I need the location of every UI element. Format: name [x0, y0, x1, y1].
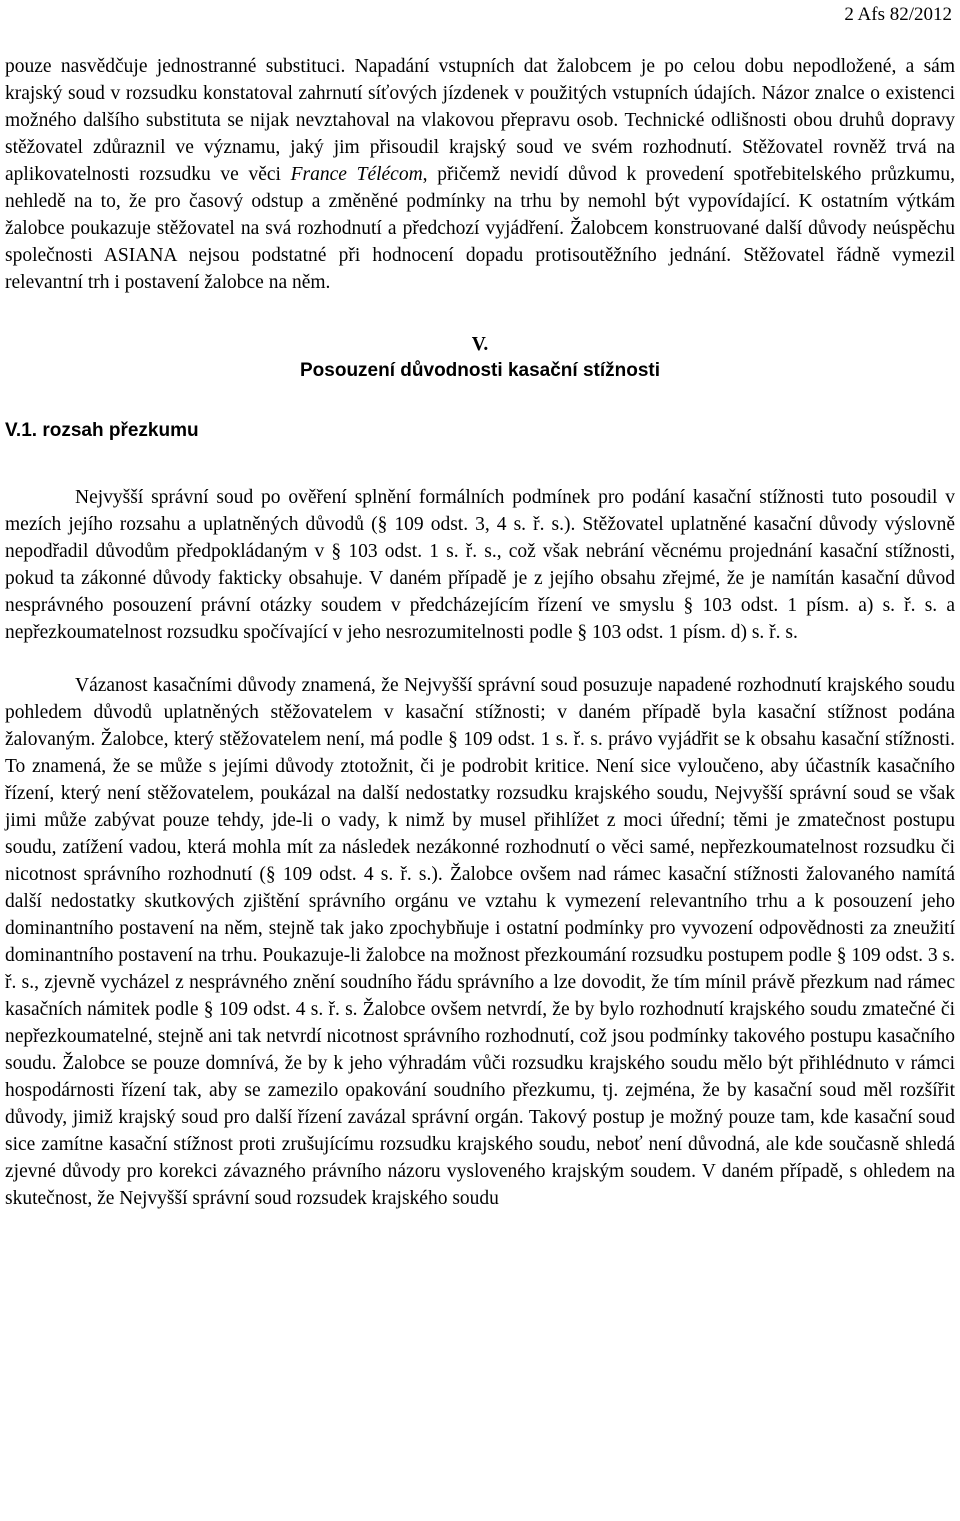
paragraph-intro-text-a: pouze nasvědčuje jednostranné substituci. Napadání vstupních dat žalobcem je po celou dobu nepodložené, a sám krajský soud v rozsudku konstatoval zahrnutí síťových jízdenek v použitých vstupních údajích. Názor znalce o existenci možného dalšího substituta se nijak nevztahoval na vlakovou přepravu osob. Technické odlišnosti obou druhů dopravy stěžovatel zdůraznil ve významu, jaký jim přisoudil krajský soud ve svém rozhodnutí. Stěžovatel rovněž trvá na aplikovatelnosti rozsudku ve věci [5, 56, 955, 185]
paragraph-review-scope: Nejvyšší správní soud po ověření splnění formálních podmínek pro podání kasační stížnosti tuto posoudil v mezích jejího rozsahu a uplatněných důvodů (§ 109 odst. 3, 4 s. ř. s.). Stěžovatel uplatněné kasační důvody výslovně nepodřadil důvodům předpokládaným v § 103 odst. 1 s. ř. s., což však nebrání věcnému projednání kasační stížnosti, pokud ta zákonné důvody fakticky obsahuje. V daném případě je z jejího obsahu zřejmé, že je namítán kasační důvod nesprávného posouzení právní otázky soudem v předcházejícím řízení ve smyslu § 103 odst. 1 písm. a) s. ř. s. a nepřezkoumatelnost rozsudku spočívající v jeho nesrozumitelnosti podle § 103 odst. 1 písm. d) s. ř. s. [5, 487, 955, 643]
section-title: Posouzení důvodnosti kasační stížnosti [300, 360, 660, 381]
paragraph-intro [5, 53, 955, 296]
paragraph-intro-text-b: , přičemž nevidí důvod k provedení spotřebitelského průzkumu, nehledě na to, že pro časový odstup a změněné podmínky na trhu by nemohl být vypovídající. K ostatním výtkám žalobce poukazuje stěžovatel na svá rozhodnutí a předchozí vyjádření. Žalobcem konstruované další důvody neúspěchu společnosti ASIANA nejsou podstatné při hodnocení dopadu protisoutěžního jednání. Stěžovatel řádně vymezil relevantní trh i postavení žalobce na něm. [5, 164, 955, 293]
case-name-italic: France Télécom [290, 164, 423, 185]
subsection-title: V.1. rozsah přezkumu [5, 420, 199, 441]
page-header-case-number: 2 Afs 82/2012 [844, 4, 952, 25]
document-body [5, 53, 955, 1212]
section-number: V. [471, 334, 489, 355]
paragraph-binding-grounds: Vázanost kasačními důvody znamená, že Nejvyšší správní soud posuzuje napadené rozhodnutí krajského soudu pohledem důvodů uplatněných stěžovatelem v kasační stížnosti; v daném případě byla kasační stížnost podána žalovaným. Žalobce, který stěžovatelem není, má podle § 109 odst. 1 s. ř. s. právo vyjádřit se k obsahu kasační stížnosti. To znamená, že se může s jejími důvody ztotožnit, či je podrobit kritice. Není sice vyloučeno, aby účastník kasačního řízení, který není stěžovatelem, poukázal na další nedostatky rozsudku krajského soudu, Nejvyšší správní soud se však jimi může zabývat pouze tehdy, jde-li o vady, k nimž by musel přihlížet z moci úřední; těmi je zmatečnost postupu soudu, zatížení vadou, která mohla mít za následek nezákonné rozhodnutí o věci samé, nepřezkoumatelnost rozsudku či nicotnost správního rozhodnutí (§ 109 odst. 4 s. ř. s.). Žalobce ovšem nad rámec kasační stížnosti žalovaného namítá další nedostatky skutkových zjištění správního orgánu ve vztahu k vymezení relevantního trhu a k posouzení jeho dominantního postavení na něm, stejně tak jako zpochybňuje i ostatní podmínky pro vyvození odpovědnosti za zneužití dominantního postavení na trhu. Poukazuje-li žalobce na možnost přezkoumání rozsudku postupem podle § 109 odst. 3 s. ř. s., zjevně vycházel z nesprávného znění soudního řádu správního a lze dovodit, že tím mínil právě přezkum nad rámec kasačních námitek podle § 109 odst. 4 s. ř. s. Žalobce ovšem netvrdí, že by bylo rozhodnutí krajského soudu zmatečné či nepřezkoumatelné, stejně ani tak netvrdí nicotnost správního rozhodnutí, což jsou podmínky takového postupu kasačního soudu. Žalobce se pouze domnívá, že by k jeho výhradám vůči rozsudku krajského soudu mělo být přihlédnuto v rámci hospodárnosti řízení tak, aby se zamezilo opakování soudního přezkumu, tj. zejména, že by kasační soud měl rozšířit důvody, jimiž krajský soud pro další řízení zavázal správní orgán. Takový postup je možný pouze tam, kde kasační soud sice zamítne kasační stížnost proti zrušujícímu rozsudku krajského soudu, neboť není důvodná, ale kde současně shledá zjevné důvody pro korekci závazného právního názoru vysloveného krajským soudem. V daném případě, s ohledem na skutečnost, že Nejvyšší správní soud rozsudek krajského soudu [5, 675, 955, 1209]
